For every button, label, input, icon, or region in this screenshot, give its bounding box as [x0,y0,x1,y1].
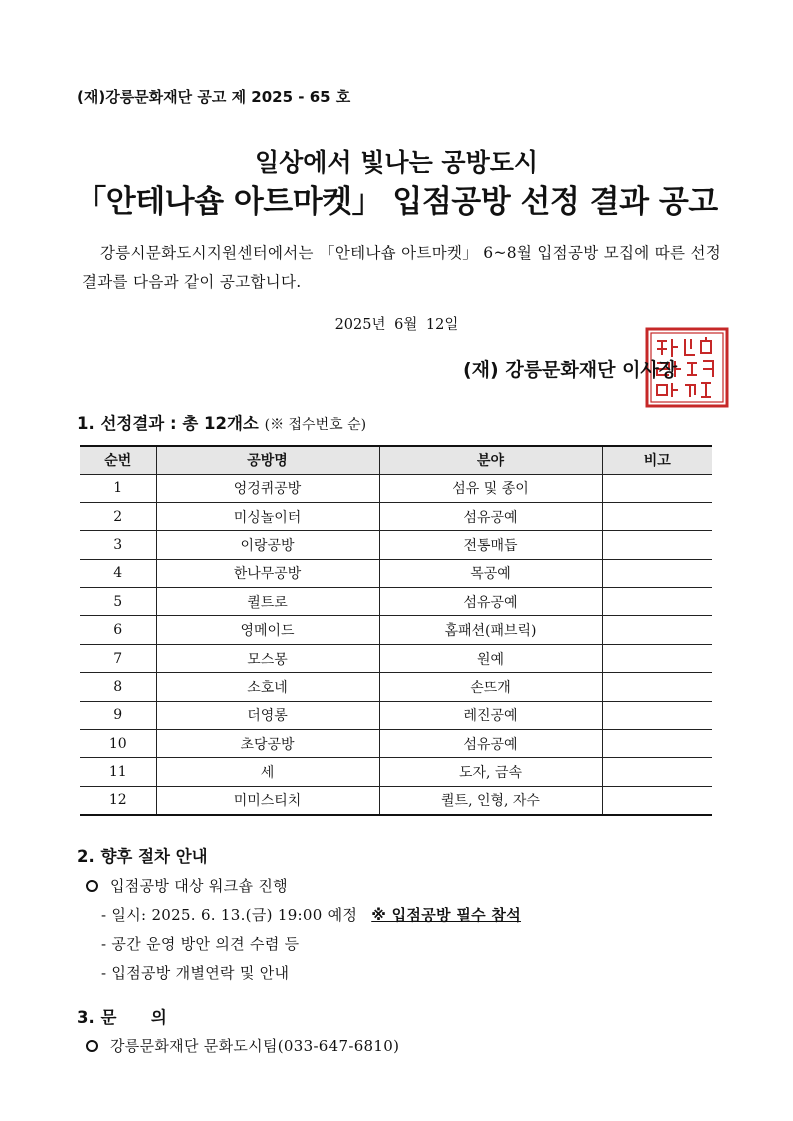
table-row [80,559,712,587]
cell-field: 전통매듭 [379,531,602,559]
cell-no: 5 [80,588,156,616]
table-row [80,474,712,502]
section-1-heading [77,410,366,434]
section-2-sub-2: - 공간 운영 방안 의견 수렴 등 [101,935,300,953]
cell-name: 세 [156,758,379,786]
cell-note [602,758,712,786]
cell-note [602,502,712,530]
table-row [80,531,712,559]
cell-field: 손뜨개 [379,673,602,701]
table-header-row [80,446,712,474]
table-row [80,786,712,814]
cell-name: 미미스티치 [156,786,379,814]
circle-bullet-icon [86,1040,98,1052]
section-2-sub-1 [101,904,521,925]
cell-name: 이랑공방 [156,531,379,559]
cell-field: 섬유공예 [379,730,602,758]
header-field: 분야 [379,446,602,474]
schedule-text: - 일시: 2025. 6. 13.(금) 19:00 예정 [101,906,358,924]
issuer-name: (재) 강릉문화재단 이사장 [463,359,678,381]
title-line-2: 「안테나숍 아트마켓」 입점공방 선정 결과 공고 [75,184,718,220]
results-table [80,445,712,816]
cell-no: 1 [80,474,156,502]
header-no: 순번 [80,446,156,474]
cell-note [602,559,712,587]
circle-bullet-icon [86,880,98,892]
announcement-date: 2025년 6월 12일 [334,317,459,333]
section-1-note: (※ 접수번호 순) [264,417,367,433]
cell-field: 목공예 [379,559,602,587]
cell-field: 섬유 및 종이 [379,474,602,502]
cell-note [602,786,712,814]
intro-paragraph: 강릉시문화도시지원센터에서는 「안테나숍 아트마켓」 6~8월 입점공방 모집에 따른 선정결과를 다음과 같이 공고합니다. [82,244,722,291]
table-row [80,758,712,786]
cell-name: 더영롱 [156,701,379,729]
cell-no: 6 [80,616,156,644]
cell-note [602,644,712,672]
cell-field: 섬유공예 [379,502,602,530]
section-3-item [86,1035,399,1056]
cell-no: 4 [80,559,156,587]
cell-no: 9 [80,701,156,729]
section-2-title: 2. 향후 절차 안내 [77,847,208,866]
cell-name: 영메이드 [156,616,379,644]
cell-name: 소호네 [156,673,379,701]
cell-name: 퀼트로 [156,588,379,616]
cell-no: 2 [80,502,156,530]
table-row [80,701,712,729]
cell-name: 초당공방 [156,730,379,758]
cell-note [602,730,712,758]
title-line-1: 일상에서 빛나는 공방도시 [254,148,539,177]
section-2-item-text: 입점공방 대상 워크숍 진행 [110,877,288,895]
cell-no: 11 [80,758,156,786]
cell-name: 한나무공방 [156,559,379,587]
cell-field: 섬유공예 [379,588,602,616]
cell-note [602,588,712,616]
cell-note [602,701,712,729]
section-2-item [86,875,288,896]
cell-field: 레진공예 [379,701,602,729]
cell-field: 도자, 금속 [379,758,602,786]
document-number: (재)강릉문화재단 공고 제 2025 - 65 호 [77,88,351,106]
section-3-title: 3. 문 의 [77,1008,167,1027]
cell-no: 7 [80,644,156,672]
table-row [80,730,712,758]
section-1-title: 1. 선정결과 : 총 12개소 [77,414,259,433]
cell-note [602,673,712,701]
table-row [80,502,712,530]
cell-note [602,474,712,502]
cell-field: 홈패션(패브릭) [379,616,602,644]
mandatory-attendance-note: ※ 입점공방 필수 참석 [371,906,522,924]
cell-field: 원예 [379,644,602,672]
table-row [80,588,712,616]
cell-no: 3 [80,531,156,559]
cell-note [602,616,712,644]
cell-no: 10 [80,730,156,758]
cell-no: 12 [80,786,156,814]
cell-no: 8 [80,673,156,701]
cell-name: 모스몽 [156,644,379,672]
contact-text: 강릉문화재단 문화도시팀(033-647-6810) [110,1037,400,1055]
header-note: 비고 [602,446,712,474]
header-name: 공방명 [156,446,379,474]
cell-name: 엉겅퀴공방 [156,474,379,502]
section-2-sub-3: - 입점공방 개별연락 및 안내 [101,964,290,982]
cell-field: 퀼트, 인형, 자수 [379,786,602,814]
table-row [80,673,712,701]
table-row [80,644,712,672]
cell-note [602,531,712,559]
cell-name: 미싱놀이터 [156,502,379,530]
table-row [80,616,712,644]
